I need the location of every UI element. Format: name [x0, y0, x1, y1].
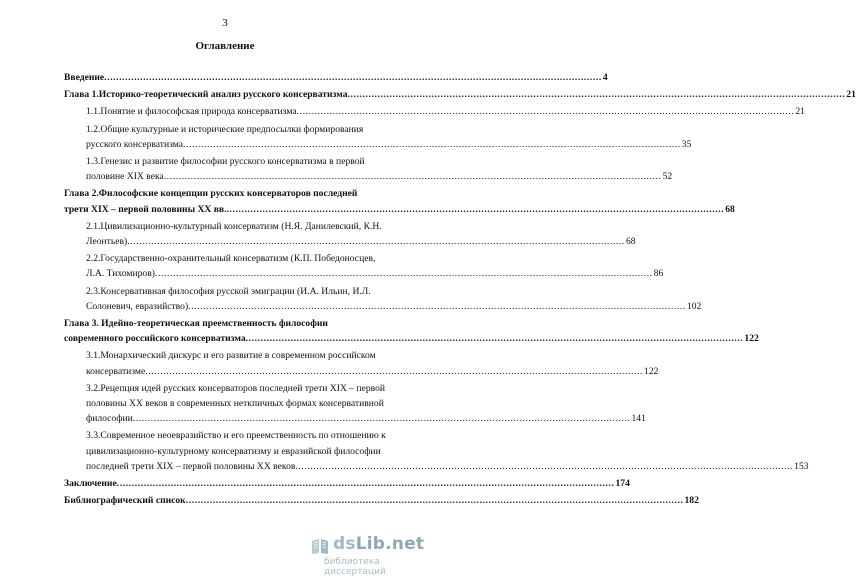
toc-entry-section-3-1 [64, 348, 659, 378]
toc-page-number: 102 [686, 300, 702, 312]
toc-entry-section-3-2 [64, 381, 646, 427]
dot-leader [155, 266, 653, 281]
toc-page-number: 4 [602, 72, 608, 83]
toc-entry-text: 1.1.Понятие и философская природа консерватизма [86, 106, 297, 118]
toc-entry-section-2-1 [64, 219, 636, 249]
dot-leader [183, 137, 681, 152]
dslib-watermark [310, 534, 436, 577]
table-of-contents [64, 70, 856, 510]
toc-entry-text: философии [86, 413, 133, 425]
watermark-tagline: библиотека диссертаций [324, 557, 386, 577]
toc-entry-text: 1.3.Генезис и развитие философии русского консерватизма в первой [86, 156, 365, 168]
toc-page-number: 122 [744, 333, 759, 345]
toc-entry-text: 2.2.Государственно-охранительный консерватизм (К.П. Победоносцев, [86, 253, 376, 265]
toc-entry-bibliography [64, 493, 699, 508]
toc-entry-text: Глава 2.Философские концепции русских консерваторов последней [64, 188, 358, 200]
dot-leader [127, 234, 625, 249]
toc-entry-text: Глава 1.Историко-теоретический анализ русского консерватизма [64, 89, 348, 101]
toc-entry-text: Введение [64, 72, 105, 83]
toc-entry-text: современного российского консерватизма [64, 333, 246, 345]
toc-entry-text: цивилизационно-культурному консерватизму и евразийской философии [86, 445, 381, 457]
dot-leader [246, 331, 744, 346]
toc-page-number: 52 [662, 171, 673, 183]
toc-entry-chapter-3 [64, 316, 759, 346]
toc-entry-text: Библиографический список [64, 495, 186, 507]
toc-entry-text: Солоневич, евразийство) [86, 300, 189, 312]
dot-leader [104, 70, 602, 85]
toc-entry-section-3-3 [64, 428, 809, 474]
toc-entry-text: Леонтьев) [86, 236, 128, 248]
toc-entry-section-2-2 [64, 251, 664, 281]
toc-entry-text: Л.А. Тихомиров) [86, 268, 155, 280]
dot-leader [297, 104, 795, 119]
toc-entry-text: 3.1.Монархический дискурс и его развитие в современном российском [86, 350, 376, 362]
toc-page-number: 122 [644, 365, 659, 377]
dot-leader [145, 364, 643, 379]
dot-leader [117, 476, 615, 491]
dot-leader [188, 299, 686, 314]
toc-entry-text: 3.2.Рецепция идей русских консерваторов последней трети XIX – первой [86, 382, 386, 394]
toc-entry-section-1-1 [64, 104, 805, 119]
watermark-name-prefix: ds [333, 534, 356, 554]
toc-title: Оглавление [195, 40, 255, 52]
toc-entry-text: 2.1.Цивилизационно-культурный консерватизм (Н.Я. Данилевский, К.Н. [86, 220, 382, 232]
toc-entry-text: половине XIX века [86, 171, 164, 183]
watermark-name-rest: Lib.net [355, 534, 425, 554]
toc-page-number: 21 [846, 89, 856, 101]
toc-page-number: 35 [681, 138, 692, 150]
toc-entry-text: последней трети XIX – первой половины XX веков [86, 460, 296, 472]
toc-page-number: 182 [684, 495, 699, 507]
dot-leader [133, 411, 631, 426]
toc-page-number: 68 [625, 236, 636, 248]
toc-entry-section-1-2 [64, 122, 692, 152]
dot-leader [164, 169, 662, 184]
toc-page-number: 86 [653, 268, 664, 280]
toc-page-number: 141 [631, 413, 646, 425]
dot-leader [295, 459, 793, 474]
dot-leader [227, 202, 725, 217]
toc-entry-text: 2.3.Консервативная философия русской эмиграции (И.А. Ильин, И.Л. [86, 285, 371, 297]
toc-entry-text: консерватизме [86, 365, 146, 377]
watermark-site-name [333, 534, 424, 554]
toc-page-number: 153 [794, 460, 809, 472]
toc-entry-text: Глава 3. Идейно-теоретическая преемственность философии [64, 318, 328, 330]
toc-entry-text: трети XIX – первой половины XX вв. [64, 203, 227, 215]
page-number: 3 [222, 17, 228, 29]
toc-entry-introduction [64, 70, 608, 85]
toc-entry-section-2-3 [64, 284, 702, 314]
dot-leader [348, 87, 846, 102]
toc-entry-section-1-3 [64, 154, 673, 184]
dot-leader [186, 493, 684, 508]
toc-entry-text: половины XX веков в современных неткпичных формах консервативной [86, 398, 384, 410]
toc-entry-text: 3.3.Современное неоевразийство и его преемственность по отношению к [86, 430, 386, 442]
toc-entry-text: Заключение [64, 478, 117, 490]
toc-page-number: 21 [795, 106, 805, 118]
open-book-icon [310, 536, 330, 556]
toc-entry-text: русского консерватизма [86, 138, 184, 150]
toc-entry-chapter-2 [64, 186, 735, 216]
toc-page-number: 174 [615, 478, 630, 490]
toc-entry-text: 1.2.Общие культурные и исторические предпосылки формирования [86, 123, 364, 135]
toc-entry-chapter-1 [64, 87, 856, 102]
toc-entry-conclusion [64, 476, 630, 491]
toc-page-number: 68 [725, 203, 735, 215]
